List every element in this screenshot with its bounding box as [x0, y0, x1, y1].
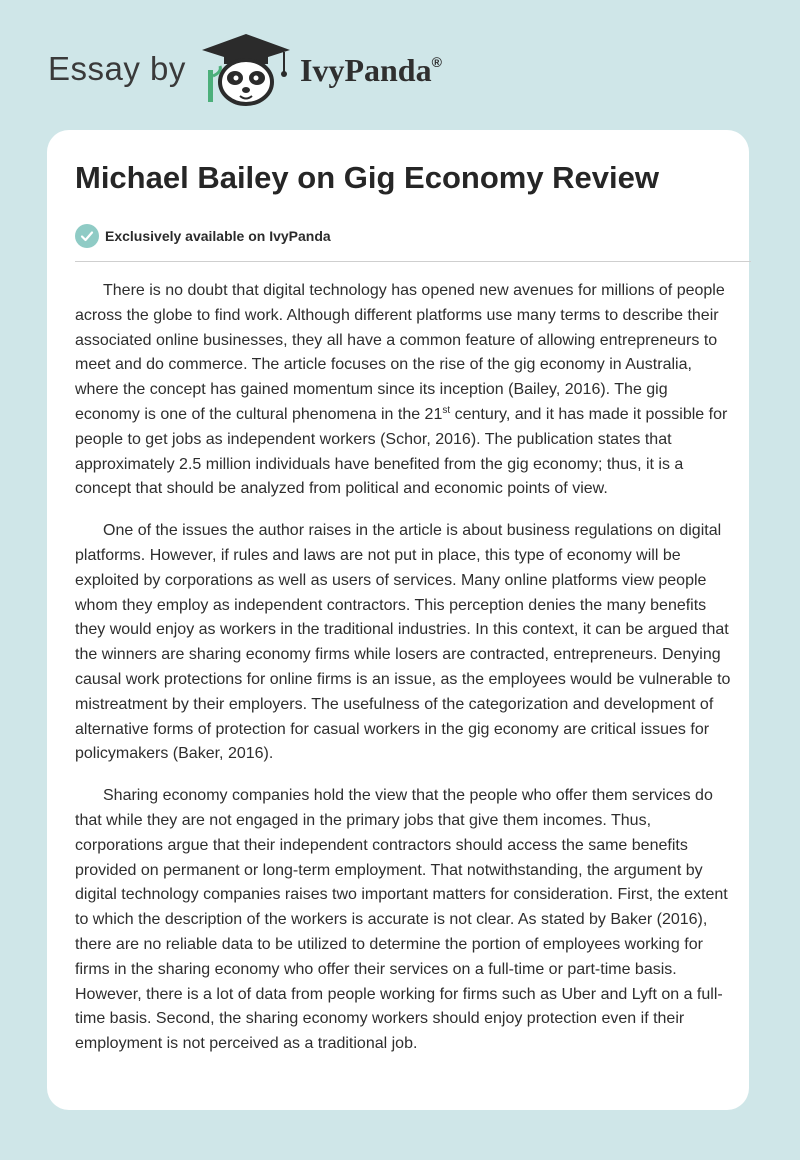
registered-mark: ®: [431, 54, 442, 70]
badge-label: Exclusively available on IvyPanda: [105, 228, 331, 244]
paragraph-2: One of the issues the author raises in the article is about business regulations on digital platforms. However, if rules and laws are not put in place, this type of economy will be exploited by corporations as well as users of services. Many online platforms view people whom they employ as independent contractors. This perception denies the many benefits they would enjoy as workers in the traditional industries. In this context, it can be argued that the winners are sharing economy firms while losers are contracted, entrepreneurs. Denying causal work protections for online firms is an issue, as the employees would be vulnerable to mistreatment by their employers. The usefulness of the categorization and development of alternative forms of protection for casual workers in the gig economy are critical issues for policymakers (Baker, 2016).: [75, 522, 731, 763]
divider: [75, 261, 751, 262]
essay-card: [47, 130, 749, 1110]
brand-name[interactable]: IvyPanda®: [300, 52, 442, 88]
panda-logo-icon[interactable]: [198, 32, 294, 106]
essay-body: [75, 279, 735, 1074]
check-icon: [75, 224, 99, 248]
site-header: [0, 0, 800, 130]
paragraph-1: There is no doubt that digital technology has opened new avenues for millions of people across the globe to find work. Although different platforms use many terms to describe their associated online businesses, they all have a common feature of allowing entrepreneurs to meet and do commerce. The article focuses on the rise of the gig economy in Australia, where the concept has gained momentum since its inception (Bailey, 2016). The gig economy is one of the cultural phenomena in the 21st century, and it has made it possible for people to get jobs as independent workers (Schor, 2016). The publication states that approximately 2.5 million individuals have benefited from the gig economy; thus, it is a concept that should be analyzed from political and economic points of view.: [75, 282, 728, 498]
essay-by-label: Essay by: [48, 50, 186, 87]
page-title: Michael Bailey on Gig Economy Review: [75, 160, 660, 195]
exclusive-badge: [75, 223, 331, 249]
paragraph-3: Sharing economy companies hold the view that the people who offer them services do that while they are not engaged in the primary jobs that give them incomes. Thus, corporations argue that their independent contractors should access the same benefits provided on permanent or long-term employment. That notwithstanding, the argument by digital technology companies raises two important matters for consideration. First, the extent to which the description of the workers is accurate is not clear. As stated by Baker (2016), there are no reliable data to be utilized to determine the portion of employees working for firms in the sharing economy who offer their services on a full-time or part-time basis. However, there is a lot of data from people working for firms such as Uber and Lyft on a full-time basis. Second, the sharing economy workers should enjoy protection even if their employment is not perceived as a traditional job.: [75, 787, 728, 1053]
ordinal-suffix: st: [442, 404, 451, 416]
